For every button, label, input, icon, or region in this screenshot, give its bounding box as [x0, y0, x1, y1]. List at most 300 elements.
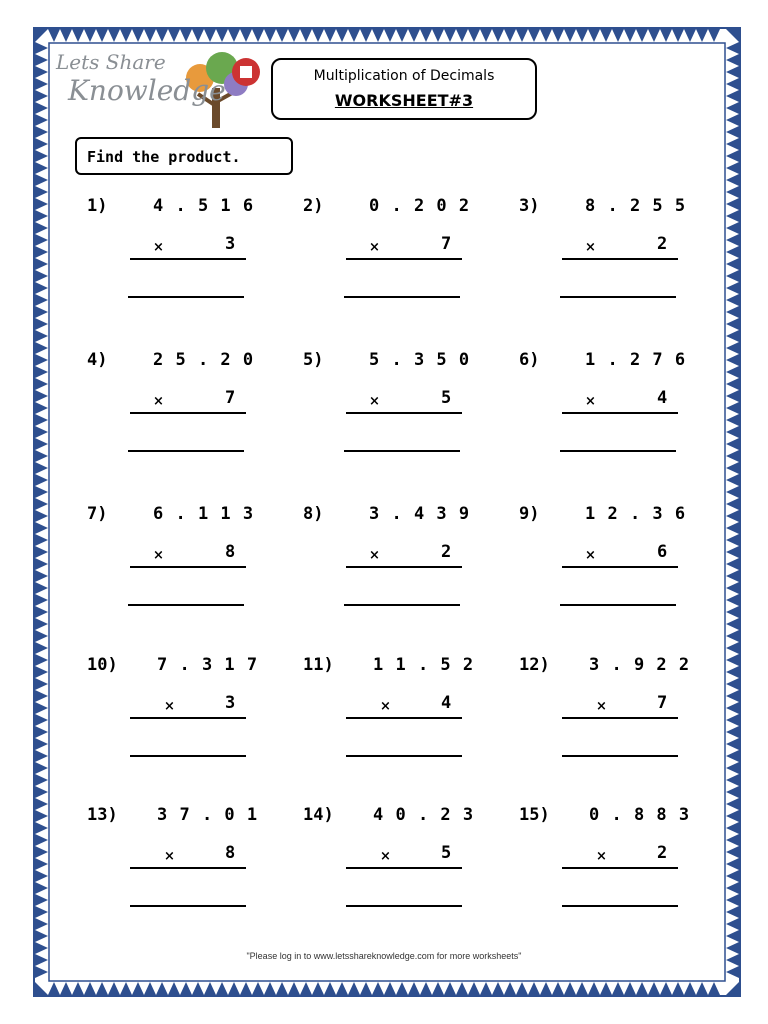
border-triangle-bottom [624, 982, 636, 995]
border-triangle-bottom [96, 982, 108, 995]
border-triangle-left [35, 222, 48, 234]
border-triangle-left [35, 234, 48, 246]
problem-item [519, 504, 709, 634]
border-triangle-bottom [468, 982, 480, 995]
multiply-sign: × [153, 548, 164, 563]
border-triangle-left [35, 810, 48, 822]
border-triangle-left [35, 858, 48, 870]
border-triangle-right [726, 66, 739, 78]
border-triangle-left [35, 90, 48, 102]
border-triangle-bottom [228, 982, 240, 995]
border-triangle-right [726, 126, 739, 138]
border-triangle-top [108, 29, 120, 42]
border-triangle-left [35, 210, 48, 222]
answer-line [344, 450, 460, 452]
border-triangle-bottom [132, 982, 144, 995]
product-bar [562, 717, 678, 719]
product-bar [562, 412, 678, 414]
border-triangle-top [432, 29, 444, 42]
border-triangle-bottom [408, 982, 420, 995]
border-triangle-left [35, 462, 48, 474]
problem-multiplicand: 0 . 8 8 3 [589, 805, 691, 825]
problem-item [87, 805, 277, 935]
problem-number: 7) [87, 504, 108, 524]
problem-multiplicand: 1 2 . 3 6 [585, 504, 687, 524]
border-triangle-bottom [180, 982, 192, 995]
border-triangle-right [726, 234, 739, 246]
border-triangle-right [726, 558, 739, 570]
border-triangle-top [396, 29, 408, 42]
border-triangle-bottom [72, 982, 84, 995]
problem-item [519, 196, 709, 326]
answer-line [344, 604, 460, 606]
border-triangle-bottom [420, 982, 432, 995]
border-triangle-bottom [144, 982, 156, 995]
product-bar [130, 258, 246, 260]
product-bar [130, 412, 246, 414]
border-triangle-bottom [396, 982, 408, 995]
problem-multiplicand: 4 . 5 1 6 [153, 196, 255, 216]
border-triangle-bottom [456, 982, 468, 995]
border-triangle-left [35, 906, 48, 918]
problem-multiplier: 7 [657, 693, 668, 713]
border-triangle-left [35, 282, 48, 294]
border-triangle-right [726, 438, 739, 450]
product-bar [346, 717, 462, 719]
border-triangle-top [324, 29, 336, 42]
border-triangle-top [588, 29, 600, 42]
border-triangle-right [726, 90, 739, 102]
border-triangle-left [35, 930, 48, 942]
border-triangle-right [726, 426, 739, 438]
answer-line [560, 604, 676, 606]
border-triangle-top [168, 29, 180, 42]
border-triangle-left [35, 342, 48, 354]
border-triangle-right [726, 138, 739, 150]
border-triangle-top [312, 29, 324, 42]
border-triangle-left [35, 834, 48, 846]
problem-multiplier: 4 [441, 693, 452, 713]
border-triangle-bottom [708, 982, 720, 995]
problem-multiplier: 2 [657, 234, 668, 254]
border-triangle-right [726, 318, 739, 330]
border-triangle-left [35, 846, 48, 858]
border-triangle-left [35, 474, 48, 486]
border-triangle-left [35, 558, 48, 570]
border-triangle-right [726, 402, 739, 414]
border-triangle-bottom [312, 982, 324, 995]
border-triangle-right [726, 858, 739, 870]
border-triangle-right [726, 462, 739, 474]
border-triangle-right [726, 42, 739, 54]
border-triangle-left [35, 198, 48, 210]
problem-number: 14) [303, 805, 334, 825]
border-triangle-bottom [84, 982, 96, 995]
border-triangle-left [35, 510, 48, 522]
border-triangle-bottom [504, 982, 516, 995]
border-triangle-top [564, 29, 576, 42]
answer-line [560, 296, 676, 298]
border-triangle-top [60, 29, 72, 42]
border-triangle-left [35, 666, 48, 678]
problem-item [519, 805, 709, 935]
border-corner-top-left [35, 29, 48, 42]
product-bar [346, 258, 462, 260]
border-triangle-right [726, 162, 739, 174]
problem-item [519, 350, 709, 480]
border-triangle-left [35, 186, 48, 198]
border-triangle-right [726, 450, 739, 462]
border-triangle-left [35, 450, 48, 462]
border-triangle-right [726, 618, 739, 630]
border-triangle-bottom [432, 982, 444, 995]
multiply-sign: × [369, 240, 380, 255]
border-triangle-left [35, 366, 48, 378]
problem-number: 11) [303, 655, 334, 675]
border-triangle-top [84, 29, 96, 42]
border-triangle-left [35, 66, 48, 78]
border-triangle-bottom [324, 982, 336, 995]
problem-multiplicand: 7 . 3 1 7 [157, 655, 259, 675]
border-triangle-right [726, 678, 739, 690]
border-triangle-right [726, 786, 739, 798]
problem-multiplier: 4 [657, 388, 668, 408]
product-bar [130, 867, 246, 869]
border-triangle-right [726, 210, 739, 222]
border-triangle-top [444, 29, 456, 42]
problem-number: 5) [303, 350, 324, 370]
border-triangle-top [684, 29, 696, 42]
border-triangle-left [35, 654, 48, 666]
border-triangle-left [35, 534, 48, 546]
problem-number: 3) [519, 196, 540, 216]
border-triangle-left [35, 630, 48, 642]
border-triangle-left [35, 678, 48, 690]
problem-multiplicand: 2 5 . 2 0 [153, 350, 255, 370]
border-triangle-bottom [696, 982, 708, 995]
border-triangle-top [264, 29, 276, 42]
border-triangle-right [726, 246, 739, 258]
product-bar [562, 867, 678, 869]
answer-line [346, 755, 462, 757]
border-triangle-top [648, 29, 660, 42]
border-triangle-left [35, 162, 48, 174]
problem-item [303, 196, 493, 326]
problem-multiplicand: 1 . 2 7 6 [585, 350, 687, 370]
border-triangle-right [726, 546, 739, 558]
problem-item [303, 504, 493, 634]
product-bar [562, 566, 678, 568]
border-triangle-right [726, 930, 739, 942]
border-triangle-left [35, 294, 48, 306]
border-triangle-top [600, 29, 612, 42]
border-triangle-right [726, 378, 739, 390]
border-triangle-top [636, 29, 648, 42]
border-triangle-left [35, 378, 48, 390]
border-triangle-left [35, 918, 48, 930]
border-triangle-top [660, 29, 672, 42]
border-triangle-bottom [240, 982, 252, 995]
border-triangle-top [420, 29, 432, 42]
border-triangle-bottom [216, 982, 228, 995]
border-triangle-bottom [540, 982, 552, 995]
border-triangle-left [35, 570, 48, 582]
border-corner-bottom-right [726, 982, 739, 995]
multiply-sign: × [596, 849, 607, 864]
product-bar [346, 867, 462, 869]
border-triangle-bottom [660, 982, 672, 995]
border-triangle-left [35, 786, 48, 798]
problem-multiplier: 2 [441, 542, 452, 562]
border-triangle-right [726, 342, 739, 354]
border-corner-bottom-left [35, 982, 48, 995]
problem-multiplicand: 8 . 2 5 5 [585, 196, 687, 216]
problem-number: 12) [519, 655, 550, 675]
border-triangle-right [726, 666, 739, 678]
border-triangle-top [132, 29, 144, 42]
answer-line [128, 296, 244, 298]
border-triangle-right [726, 630, 739, 642]
border-triangle-left [35, 522, 48, 534]
border-triangle-right [726, 894, 739, 906]
border-triangle-bottom [60, 982, 72, 995]
problem-number: 1) [87, 196, 108, 216]
border-triangle-left [35, 702, 48, 714]
border-triangle-right [726, 198, 739, 210]
worksheet-subtitle: Multiplication of Decimals [313, 68, 495, 84]
border-triangle-right [726, 534, 739, 546]
multiply-sign: × [596, 699, 607, 714]
title-box [271, 58, 537, 120]
border-triangle-top [72, 29, 84, 42]
site-logo [50, 44, 265, 132]
border-triangle-right [726, 834, 739, 846]
border-triangle-left [35, 390, 48, 402]
problem-multiplier: 3 [225, 234, 236, 254]
border-triangle-top [360, 29, 372, 42]
border-triangle-bottom [684, 982, 696, 995]
border-triangle-right [726, 882, 739, 894]
border-triangle-bottom [372, 982, 384, 995]
multiply-sign: × [585, 240, 596, 255]
border-triangle-top [492, 29, 504, 42]
answer-line [562, 905, 678, 907]
border-triangle-top [216, 29, 228, 42]
problem-number: 9) [519, 504, 540, 524]
border-triangle-right [726, 846, 739, 858]
border-triangle-right [726, 294, 739, 306]
border-triangle-top [204, 29, 216, 42]
border-triangle-left [35, 306, 48, 318]
problem-multiplier: 3 [225, 693, 236, 713]
border-triangle-right [726, 966, 739, 978]
border-triangle-top [144, 29, 156, 42]
border-triangle-bottom [120, 982, 132, 995]
problem-multiplier: 2 [657, 843, 668, 863]
border-triangle-left [35, 690, 48, 702]
border-triangle-left [35, 642, 48, 654]
problem-item [87, 504, 277, 634]
border-triangle-right [726, 798, 739, 810]
border-triangle-right [726, 522, 739, 534]
border-triangle-left [35, 714, 48, 726]
problem-number: 10) [87, 655, 118, 675]
border-triangle-right [726, 582, 739, 594]
multiply-sign: × [164, 849, 175, 864]
border-triangle-left [35, 438, 48, 450]
border-triangle-left [35, 114, 48, 126]
border-triangle-top [552, 29, 564, 42]
border-triangle-bottom [516, 982, 528, 995]
border-triangle-top [120, 29, 132, 42]
border-triangle-bottom [444, 982, 456, 995]
border-triangle-left [35, 594, 48, 606]
border-triangle-right [726, 354, 739, 366]
border-triangle-left [35, 138, 48, 150]
border-triangle-left [35, 126, 48, 138]
border-triangle-left [35, 582, 48, 594]
problem-multiplicand: 3 7 . 0 1 [157, 805, 259, 825]
border-triangle-right [726, 414, 739, 426]
worksheet-title: WORKSHEET#3 [334, 91, 474, 110]
border-triangle-left [35, 966, 48, 978]
border-triangle-bottom [576, 982, 588, 995]
border-triangle-top [612, 29, 624, 42]
border-triangle-bottom [204, 982, 216, 995]
problem-multiplicand: 1 1 . 5 2 [373, 655, 475, 675]
border-triangle-bottom [360, 982, 372, 995]
border-triangle-left [35, 330, 48, 342]
border-triangle-left [35, 822, 48, 834]
border-triangle-left [35, 426, 48, 438]
border-triangle-right [726, 186, 739, 198]
border-triangle-bottom [264, 982, 276, 995]
border-triangle-right [726, 594, 739, 606]
instructions-text: Find the product. [87, 148, 241, 166]
border-triangle-right [726, 114, 739, 126]
border-triangle-bottom [300, 982, 312, 995]
border-triangle-bottom [192, 982, 204, 995]
product-bar [346, 566, 462, 568]
border-triangle-bottom [552, 982, 564, 995]
border-triangle-right [726, 570, 739, 582]
border-triangle-top [456, 29, 468, 42]
border-triangle-top [672, 29, 684, 42]
border-triangle-top [276, 29, 288, 42]
problem-number: 2) [303, 196, 324, 216]
border-triangle-left [35, 882, 48, 894]
answer-line [128, 450, 244, 452]
border-triangle-top [708, 29, 720, 42]
border-triangle-bottom [252, 982, 264, 995]
product-bar [346, 412, 462, 414]
border-triangle-right [726, 474, 739, 486]
problem-item [87, 655, 277, 785]
border-triangle-bottom [612, 982, 624, 995]
problem-multiplicand: 5 . 3 5 0 [369, 350, 471, 370]
border-triangle-left [35, 726, 48, 738]
border-triangle-right [726, 726, 739, 738]
answer-line [128, 604, 244, 606]
border-triangle-right [726, 282, 739, 294]
border-triangle-right [726, 714, 739, 726]
border-triangle-top [468, 29, 480, 42]
border-triangle-bottom [48, 982, 60, 995]
border-triangle-bottom [480, 982, 492, 995]
problem-multiplier: 6 [657, 542, 668, 562]
border-triangle-right [726, 690, 739, 702]
border-triangle-top [372, 29, 384, 42]
border-triangle-bottom [528, 982, 540, 995]
border-triangle-right [726, 738, 739, 750]
problem-multiplier: 5 [441, 843, 452, 863]
logo-text-line2: Knowledge [68, 74, 226, 107]
border-triangle-left [35, 150, 48, 162]
border-triangle-left [35, 54, 48, 66]
border-triangle-right [726, 390, 739, 402]
border-triangle-top [516, 29, 528, 42]
multiply-sign: × [380, 849, 391, 864]
border-triangle-right [726, 174, 739, 186]
border-triangle-left [35, 486, 48, 498]
border-triangle-top [192, 29, 204, 42]
answer-line [344, 296, 460, 298]
border-triangle-bottom [564, 982, 576, 995]
multiply-sign: × [369, 548, 380, 563]
border-triangle-bottom [636, 982, 648, 995]
border-triangle-top [576, 29, 588, 42]
multiply-sign: × [380, 699, 391, 714]
border-triangle-bottom [492, 982, 504, 995]
border-triangle-left [35, 546, 48, 558]
border-triangle-bottom [288, 982, 300, 995]
border-triangle-right [726, 906, 739, 918]
problem-number: 8) [303, 504, 324, 524]
border-triangle-right [726, 918, 739, 930]
border-triangle-right [726, 774, 739, 786]
border-triangle-left [35, 174, 48, 186]
border-triangle-top [228, 29, 240, 42]
multiply-sign: × [585, 548, 596, 563]
border-triangle-top [408, 29, 420, 42]
border-triangle-bottom [672, 982, 684, 995]
border-triangle-left [35, 414, 48, 426]
problem-multiplicand: 3 . 4 3 9 [369, 504, 471, 524]
border-triangle-top [240, 29, 252, 42]
border-triangle-right [726, 510, 739, 522]
border-triangle-top [480, 29, 492, 42]
border-triangle-bottom [276, 982, 288, 995]
problem-multiplier: 8 [225, 542, 236, 562]
border-triangle-left [35, 762, 48, 774]
problem-item [87, 196, 277, 326]
problem-item [87, 350, 277, 480]
border-triangle-left [35, 894, 48, 906]
border-triangle-left [35, 246, 48, 258]
border-triangle-left [35, 774, 48, 786]
multiply-sign: × [369, 394, 380, 409]
border-triangle-top [348, 29, 360, 42]
border-triangle-right [726, 222, 739, 234]
instructions-box [75, 137, 293, 175]
border-triangle-top [384, 29, 396, 42]
border-triangle-top [504, 29, 516, 42]
border-triangle-right [726, 642, 739, 654]
border-triangle-right [726, 498, 739, 510]
border-triangle-left [35, 354, 48, 366]
border-triangle-right [726, 762, 739, 774]
border-triangle-left [35, 606, 48, 618]
